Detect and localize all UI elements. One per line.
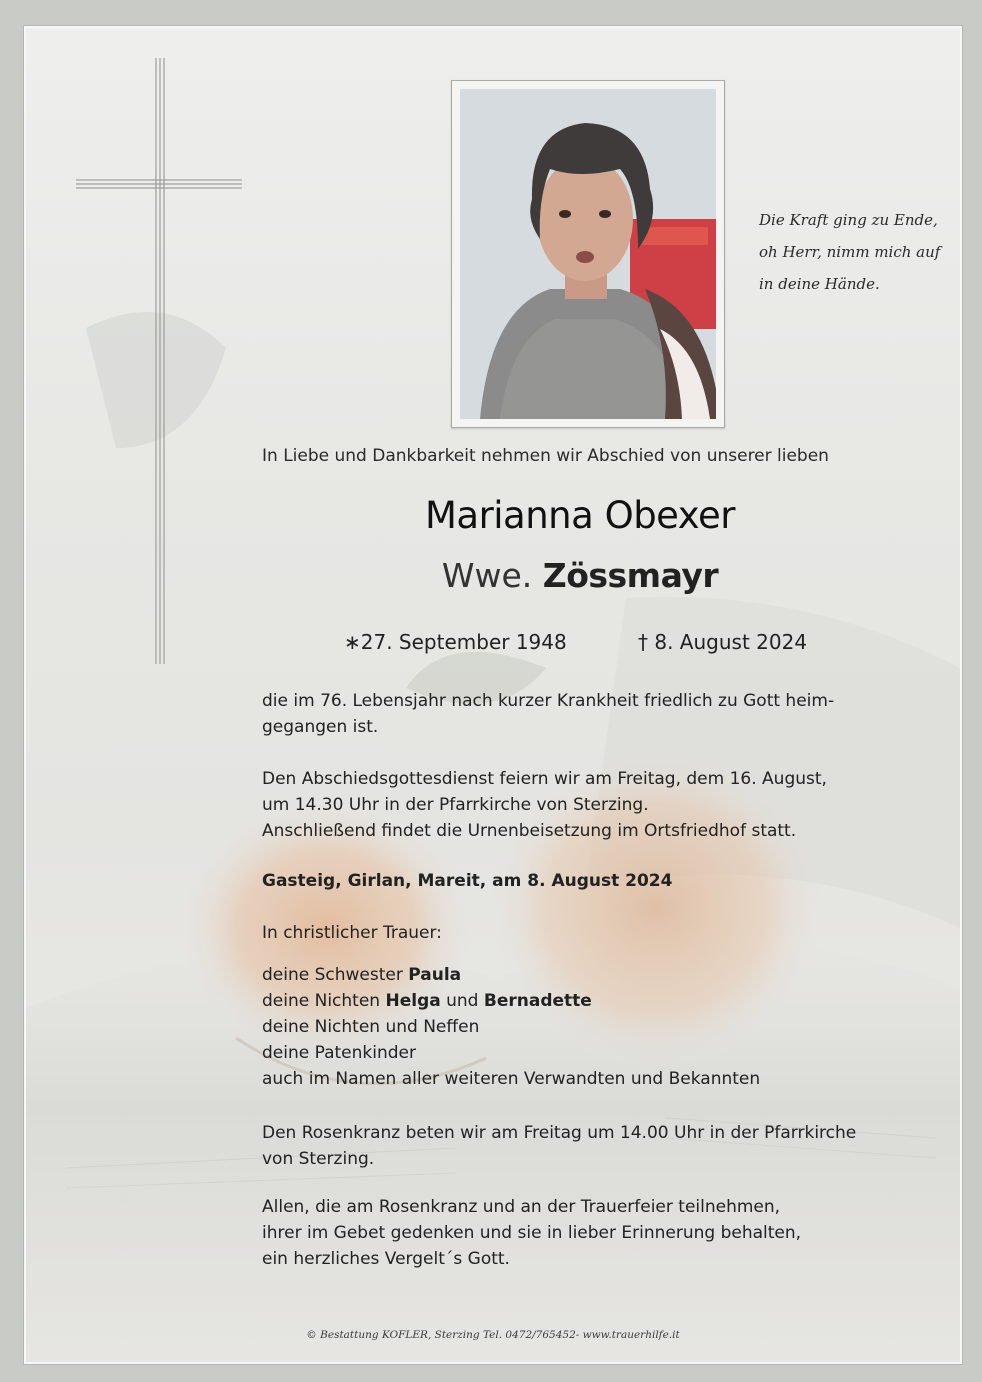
text-line: von Sterzing.	[262, 1149, 375, 1169]
mourning-intro: In christlicher Trauer:	[262, 923, 442, 943]
text-line: ein herzliches Vergelt´s Gott.	[262, 1249, 510, 1269]
niece-name: Helga	[385, 991, 441, 1011]
text-line: Den Abschiedsgottesdienst feiern wir am Freitag, dem 16. August,	[262, 769, 827, 789]
mourner-line: deine Nichten und Neffen	[262, 1017, 480, 1037]
deceased-name: Marianna Obexer	[424, 494, 736, 537]
text-line: Anschließend findet die Urnenbeisetzung im Ortsfriedhof statt.	[262, 821, 797, 841]
portrait-photo	[460, 89, 716, 419]
widow-prefix: Wwe.	[441, 556, 533, 595]
verse-line: in deine Hände.	[759, 275, 880, 293]
verse-line: oh Herr, nimm mich auf	[759, 243, 941, 261]
intro-text: In Liebe und Dankbarkeit nehmen wir Abschied von unserer lieben	[262, 446, 829, 466]
text-line: ihrer im Gebet gedenken und sie in lieber Erinnerung behalten,	[262, 1223, 802, 1243]
cross-icon	[76, 58, 242, 664]
portrait-frame	[451, 80, 725, 428]
late-husband-surname: Zössmayr	[542, 556, 719, 595]
text-line: um 14.30 Uhr in der Pfarrkirche von Sterzing.	[262, 795, 649, 815]
paragraph-passing	[262, 688, 902, 740]
obituary-card	[24, 26, 962, 1364]
mourner-line: deine Nichten Helga und Bernadette	[262, 991, 592, 1011]
sister-name: Paula	[408, 965, 462, 985]
death-date: † 8. August 2024	[638, 630, 808, 654]
place-and-date: Gasteig, Girlan, Mareit, am 8. August 2024	[262, 871, 673, 891]
text-line: gegangen ist.	[262, 717, 379, 737]
closing-paragraph	[262, 1194, 902, 1272]
paragraph-funeral	[262, 766, 902, 844]
text-line: die im 76. Lebensjahr nach kurzer Krankheit friedlich zu Gott heim-	[262, 691, 835, 711]
mourner-line: deine Patenkinder	[262, 1043, 416, 1063]
verse-line: Die Kraft ging zu Ende,	[759, 211, 938, 229]
mourners-list	[262, 962, 902, 1092]
birth-date: ∗27. September 1948	[344, 630, 567, 654]
mourner-line: auch im Namen aller weiteren Verwandten und Bekannten	[262, 1069, 761, 1089]
rosary-paragraph	[262, 1120, 902, 1172]
text-line: Allen, die am Rosenkranz und an der Trauerfeier teilnehmen,	[262, 1197, 781, 1217]
verse-quote	[759, 204, 949, 300]
undertaker-footer: © Bestattung KOFLER, Sterzing Tel. 0472/765452- www.trauerhilfe.it	[306, 1329, 680, 1341]
niece-name: Bernadette	[483, 991, 592, 1011]
widow-name	[262, 556, 898, 595]
text-line: Den Rosenkranz beten wir am Freitag um 14.00 Uhr in der Pfarrkirche	[262, 1123, 857, 1143]
mourner-line: deine Schwester Paula	[262, 965, 462, 985]
